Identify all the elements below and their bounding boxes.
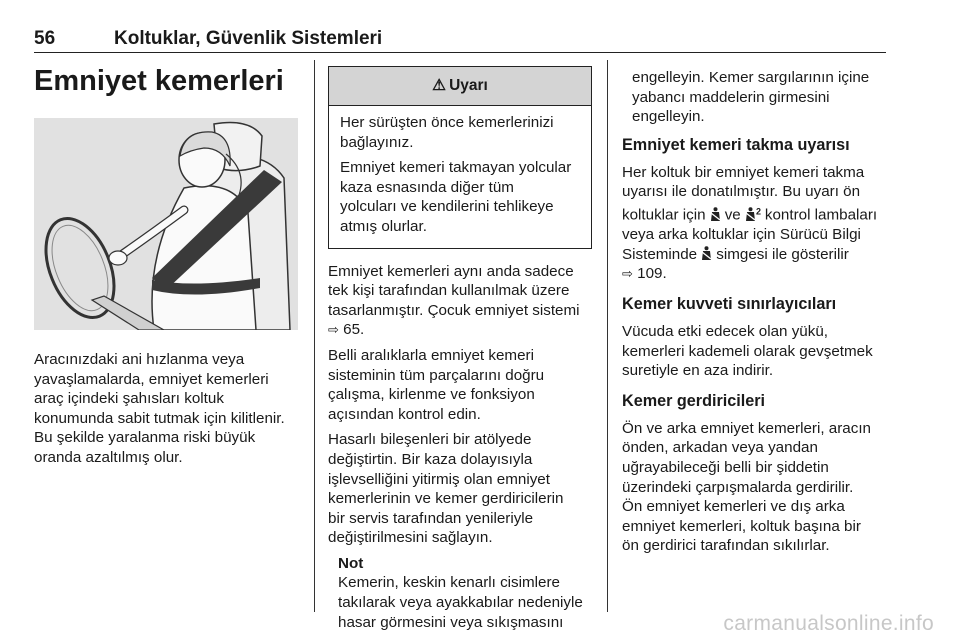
body-paragraph: Hasarlı bileşenleri bir atölyede değiştirtin. Bir kaza dolayısıyla işlevselliğini yitirmiş olan emniyet kemerlerinin ve kemer gerdiricilerin bir servis tarafından yenileriyle değiştirilmesini sağlayın. bbox=[328, 431, 564, 547]
warning-title: Uyarı bbox=[449, 77, 488, 94]
section-title: Emniyet kemerleri bbox=[34, 65, 284, 97]
body-paragraph: Belli aralıklarla emniyet kemeri sisteminin tüm parçalarını doğru çalışma, kirlenme ve fonksiyon açısından kontrol edin. bbox=[328, 346, 545, 423]
seatbelt-person-icon bbox=[710, 207, 725, 223]
seatbelt-person-icon bbox=[701, 246, 716, 262]
warning-paragraph: Her sürüşten önce kemerlerinizi bağlayınız. bbox=[340, 114, 554, 151]
page-ref-link[interactable]: 65. bbox=[343, 321, 365, 339]
page-header bbox=[34, 26, 886, 53]
heading-seatbelt-reminder: Emniyet kemeri takma uyarısı bbox=[622, 135, 850, 154]
page-number: 56 bbox=[34, 28, 56, 49]
heading-belt-force-limiters: Kemer kuvveti sınırlayıcıları bbox=[622, 295, 837, 313]
column-2 bbox=[328, 56, 593, 638]
limiter-paragraph: Vücuda etki edecek olan yükü, kemerleri kademeli olarak gevşetmek suretiyle en aza indirir. bbox=[622, 323, 873, 380]
column-3 bbox=[622, 56, 888, 562]
note-block bbox=[328, 554, 593, 632]
watermark: carmanualsonline.info bbox=[723, 612, 934, 635]
seatbelt-person-2-icon: 2 bbox=[745, 207, 765, 223]
page-ref-link[interactable]: 109. bbox=[637, 265, 667, 283]
driver-with-seatbelt-illustration bbox=[34, 118, 298, 330]
warning-icon: ⚠ bbox=[432, 77, 447, 94]
tensioner-paragraph: Ön ve arka emniyet kemerleri, aracın önden, arkadan veya yandan uğrayabileceği belli bir şiddetin üzerindeki çarpışmalarda gerdirilir. Ön emniyet kemerleri ve dış arka emniyet kemerleri, koltuk başına bir ön gerdirici tarafından sıkılırlar. bbox=[622, 419, 871, 555]
page-ref-arrow-icon: ⇨ bbox=[622, 266, 633, 282]
body-paragraph: Emniyet kemerleri aynı anda sadece tek kişi tarafından kullanılmak üzere tasarlanmıştır. Çocuk emniyet sistemi ⇨ 65. bbox=[328, 262, 580, 339]
warning-header bbox=[329, 67, 591, 106]
warning-box bbox=[328, 66, 592, 249]
column-divider-2 bbox=[607, 60, 608, 612]
column-divider-1 bbox=[314, 60, 315, 612]
note-title: Not bbox=[338, 554, 364, 572]
warning-paragraph: Emniyet kemeri takmayan yolcular kaza esnasında diğer tüm yolcuları ve kendilerini tehlikeye atmış olurlar. bbox=[340, 159, 572, 235]
column-1 bbox=[34, 56, 300, 474]
intro-paragraph: Aracınızdaki ani hızlanma veya yavaşlamalarda, emniyet kemerleri araç içindeki şahısları koltuk konumunda sabit tutmak için kilitlenir. Bu şekilde yaralanma riski büyük oranda azaltılmış olur. bbox=[34, 351, 285, 466]
page-ref-arrow-icon: ⇨ bbox=[328, 322, 339, 338]
driver-with-seatbelt-icon bbox=[34, 118, 298, 330]
reminder-paragraph: Her koltuk bir emniyet kemeri takma uyarısı ile donatılmıştır. Bu uyarı ön koltuklar için ve $^2$ kontrol lambaları veya arka koltuklar için Sürücü Bilgi Sisteminde simgesi ile gösterilir ⇨ 109. bbox=[622, 163, 878, 283]
chapter-title: Koltuklar, Güvenlik Sistemleri bbox=[114, 28, 383, 49]
note-text: engelleyin. Kemer sargılarının içine yabancı maddelerin girmesini engelleyin. bbox=[632, 69, 870, 126]
heading-belt-pretensioners: Kemer gerdiricileri bbox=[622, 391, 766, 410]
note-text: Kemerin, keskin kenarlı cisimlere takılarak veya ayakkabılar nedeniyle hasar görmesini veya sıkışmasını bbox=[338, 574, 583, 631]
note-continuation bbox=[622, 68, 888, 127]
warning-body bbox=[329, 106, 591, 248]
